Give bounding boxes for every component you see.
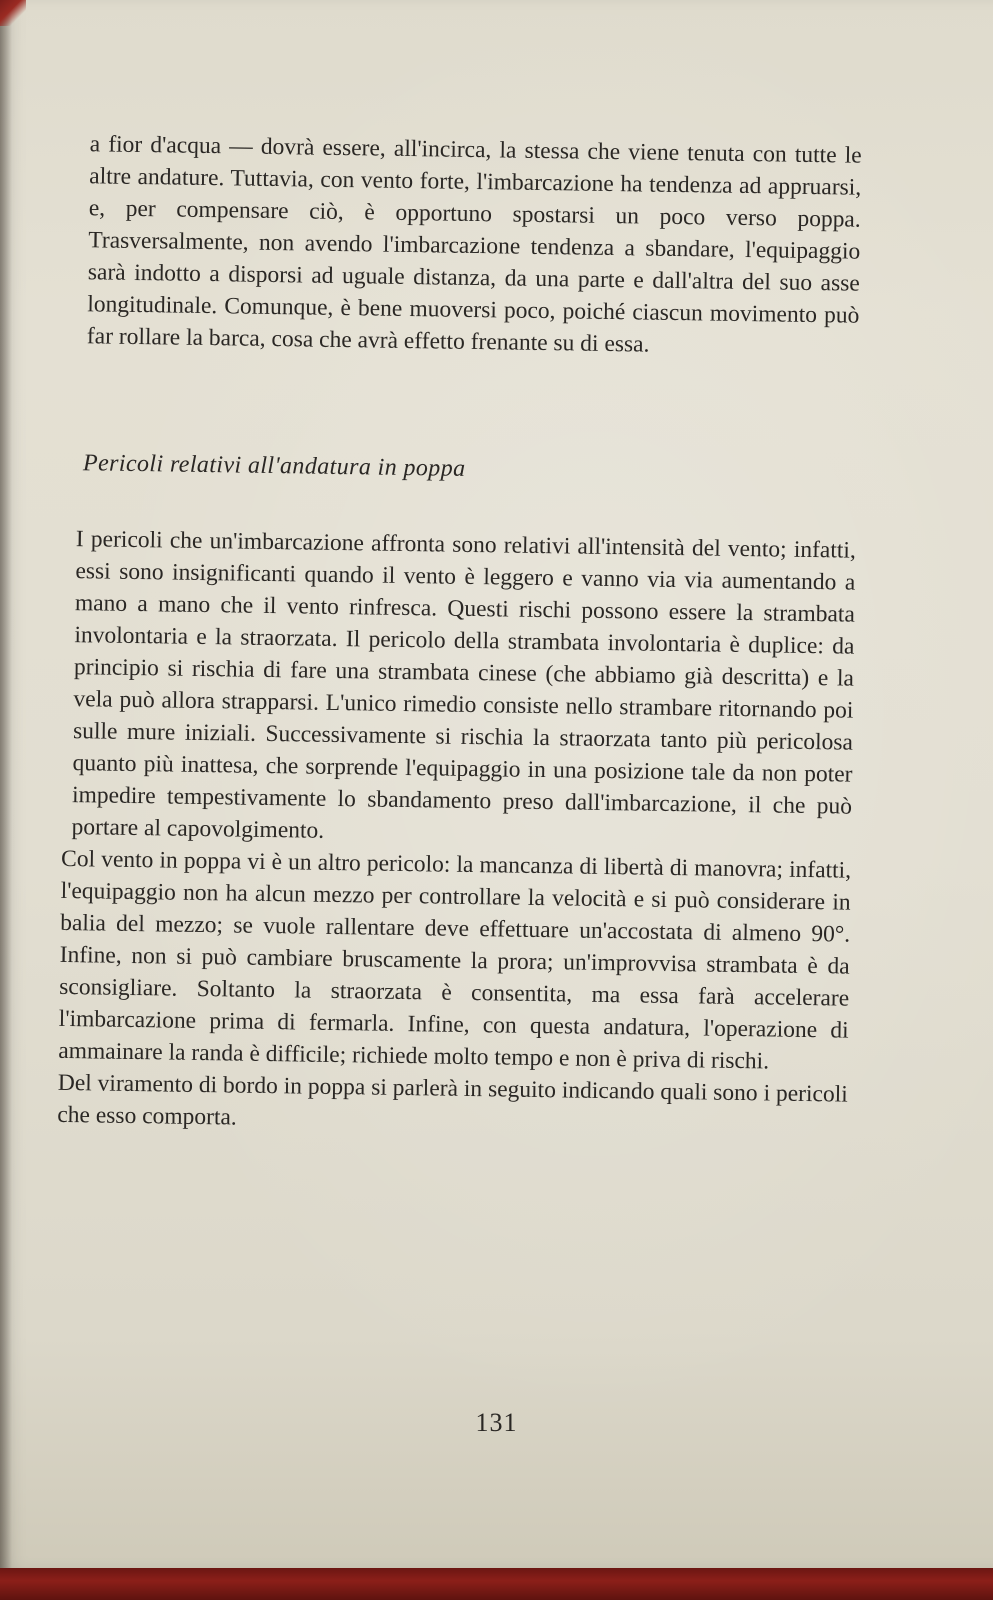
section-heading: Pericoli relativi all'andatura in poppa	[82, 450, 466, 482]
paragraph-dangers: I pericoli che un'imbarcazione affronta sono relativi all'intensità del vento; infatti, essi sono insignificanti quando il vento è leggero e vanno via via aumentando a mano a mano che il vento rinfresca. Questi rischi possono essere la strambata involontaria e la straorzata. Il pericolo della strambata involontaria è duplice: da principio si rischia di fare una strambata cinese (che abbiamo già descritta) e la vela può allora strapparsi. L'unico rimedio consiste nello strambare ritornando poi sulle mure iniziali. Successivamente si rischia la straorzata tanto più pericolosa quanto più inattesa, che sorprende l'equipaggio in una posizione tale da non poter impedire tempestivamente lo sbandamento preso dall'imbarcazione, il che può portare al capovolgimento.	[71, 526, 857, 844]
paragraph-continuation: a fior d'acqua — dovrà essere, all'incirca, la stessa che viene tenuta con tutte le altre andature. Tuttavia, con vento forte, l'imbarcazione ha tendenza ad appruarsi, e, per compensare ciò, è opportuno spostarsi un poco verso poppa. Trasversalmente, non avendo l'imbarcazione tendenza a sbandare, l'equipaggio sarà indotto a disporsi ad uguale distanza, da una parte e dall'altra del suo asse longitudinale. Comunque, è bene muoversi poco, poiché ciascun movimento può far rollare la barca, cosa che avrà effetto frenante su di essa.	[86, 131, 862, 358]
page-text-block	[57, 128, 862, 1143]
paragraph-gybe-note: Del viramento di bordo in poppa si parlerà in seguito indicando quali sono i pericoli che esso comporta.	[57, 1069, 848, 1131]
paragraph-manoeuvre: Col vento in poppa vi è un altro pericolo: la mancanza di libertà di manovra; infatti, l'equipaggio non ha alcun mezzo per controllare la velocità e si può considerare in balia del mezzo; se vuole rallentare deve effettuare un'accostata di almeno 90°. Infine, non si può cambiare bruscamente la prora; un'improvvisa strambata è da sconsigliare. Soltanto la straorzata è consentita, ma essa farà accelerare l'imbarcazione prima di fermarla. Infine, con questa andatura, l'operazione di ammainare la randa è difficile; richiede molto tempo e non è priva di rischi.	[58, 845, 852, 1075]
page-number: 131	[475, 1408, 518, 1437]
book-cover-edge	[0, 1568, 993, 1600]
page-spine-shadow	[0, 0, 12, 1568]
cover-corner	[0, 0, 26, 26]
